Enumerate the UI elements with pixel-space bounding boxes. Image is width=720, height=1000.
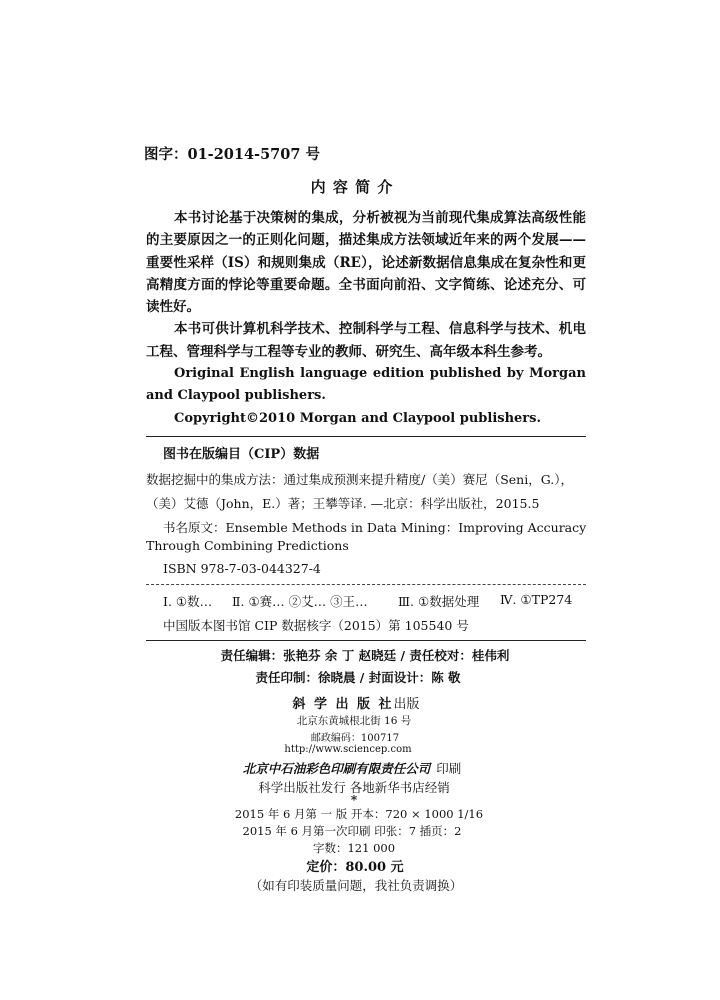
isbn: ISBN 978-7-03-044327-4 bbox=[163, 561, 321, 576]
summary-paragraph: Copyright©2010 Morgan and Claypool publishers. bbox=[174, 410, 541, 426]
summary-heading: 内 容 简 介 bbox=[310, 178, 394, 196]
classification-ii: Ⅱ. ①赛… ②艾… ③王… bbox=[232, 594, 368, 609]
printing-line: 2015 年 6 月第一次印刷 印张：7 插页：2 bbox=[242, 824, 462, 838]
cip-heading: 图书在版编目（CIP）数据 bbox=[163, 447, 320, 462]
printer-name: 北京中石油彩色印刷有限责任公司 bbox=[242, 761, 431, 776]
summary-body bbox=[146, 207, 586, 430]
quality-note: （如有印装质量问题，我社负责调换） bbox=[249, 878, 463, 893]
star-separator: * bbox=[350, 793, 358, 807]
section-divider bbox=[146, 436, 586, 437]
library-record: 中国版本图书馆 CIP 数据核字（2015）第 105540 号 bbox=[163, 618, 469, 633]
distribution: 科学出版社发行 各地新华书店经销 bbox=[258, 780, 450, 795]
price: 定价：80.00 元 bbox=[306, 860, 404, 875]
publisher-name: 斜 学 出 版 社 bbox=[292, 697, 394, 712]
summary-paragraph: 本书可供计算机科学技术、控制科学与工程、信息科学与技术、机电工程、管理科学与工程等专业的教师、研究生、高年级本科生参考。 bbox=[146, 321, 586, 360]
publisher-line bbox=[0, 693, 716, 712]
summary-paragraph: Original English language edition published by Morgan and Claypool publishers. bbox=[146, 366, 586, 404]
editor-credits: 责任编辑：张艳芬 余 丁 赵晓廷 / 责任校对：桂伟利 bbox=[220, 648, 510, 663]
publisher-url: http://www.sciencep.com bbox=[284, 744, 412, 755]
printer-line bbox=[0, 759, 712, 777]
production-credits: 责任印制：徐晓晨 / 封面设计：陈 敬 bbox=[255, 670, 461, 685]
publisher-address: 北京东黄城根北街 16 号 bbox=[296, 715, 412, 727]
cip-record-line: （美）艾德（John，E.）著；王攀等译. —北京：科学出版社，2015.5 bbox=[146, 496, 540, 511]
publisher-suffix: 出版 bbox=[393, 697, 420, 712]
original-title-line: 书名原文：Ensemble Methods in Data Mining：Improving Accuracy bbox=[163, 520, 587, 535]
classification-i: Ⅰ. ①数… bbox=[163, 594, 213, 609]
original-title-line: Through Combining Predictions bbox=[146, 538, 349, 553]
dashed-divider bbox=[146, 584, 586, 585]
cip-record-line: 数据挖掘中的集成方法：通过集成预测来提升精度/（美）赛尼（Seni，G.）， bbox=[146, 472, 573, 487]
classification-iv: Ⅳ. ①TP274 bbox=[500, 592, 573, 607]
postcode: 邮政编码：100717 bbox=[310, 733, 400, 744]
classification-iii: Ⅲ. ①数据处理 bbox=[398, 594, 480, 609]
printer-suffix: 印刷 bbox=[436, 761, 462, 776]
section-divider bbox=[146, 640, 586, 641]
edition-line: 2015 年 6 月第 一 版 开本：720 × 1000 1/16 bbox=[234, 807, 484, 821]
word-count: 字数：121 000 bbox=[312, 841, 396, 855]
summary-paragraph: 本书讨论基于决策树的集成，分析被视为当前现代集成算法高级性能的主要原因之一的正则化问题，描述集成方法领域近年来的两个发展——重要性采样（IS）和规则集成（RE），论述新数据信息集成在复杂性和更高精度方面的悖论等重要命题。全书面向前沿、文字简练、论述充分、可读性好。 bbox=[146, 210, 586, 316]
permit-number: 图字：01-2014-5707 号 bbox=[144, 146, 320, 163]
